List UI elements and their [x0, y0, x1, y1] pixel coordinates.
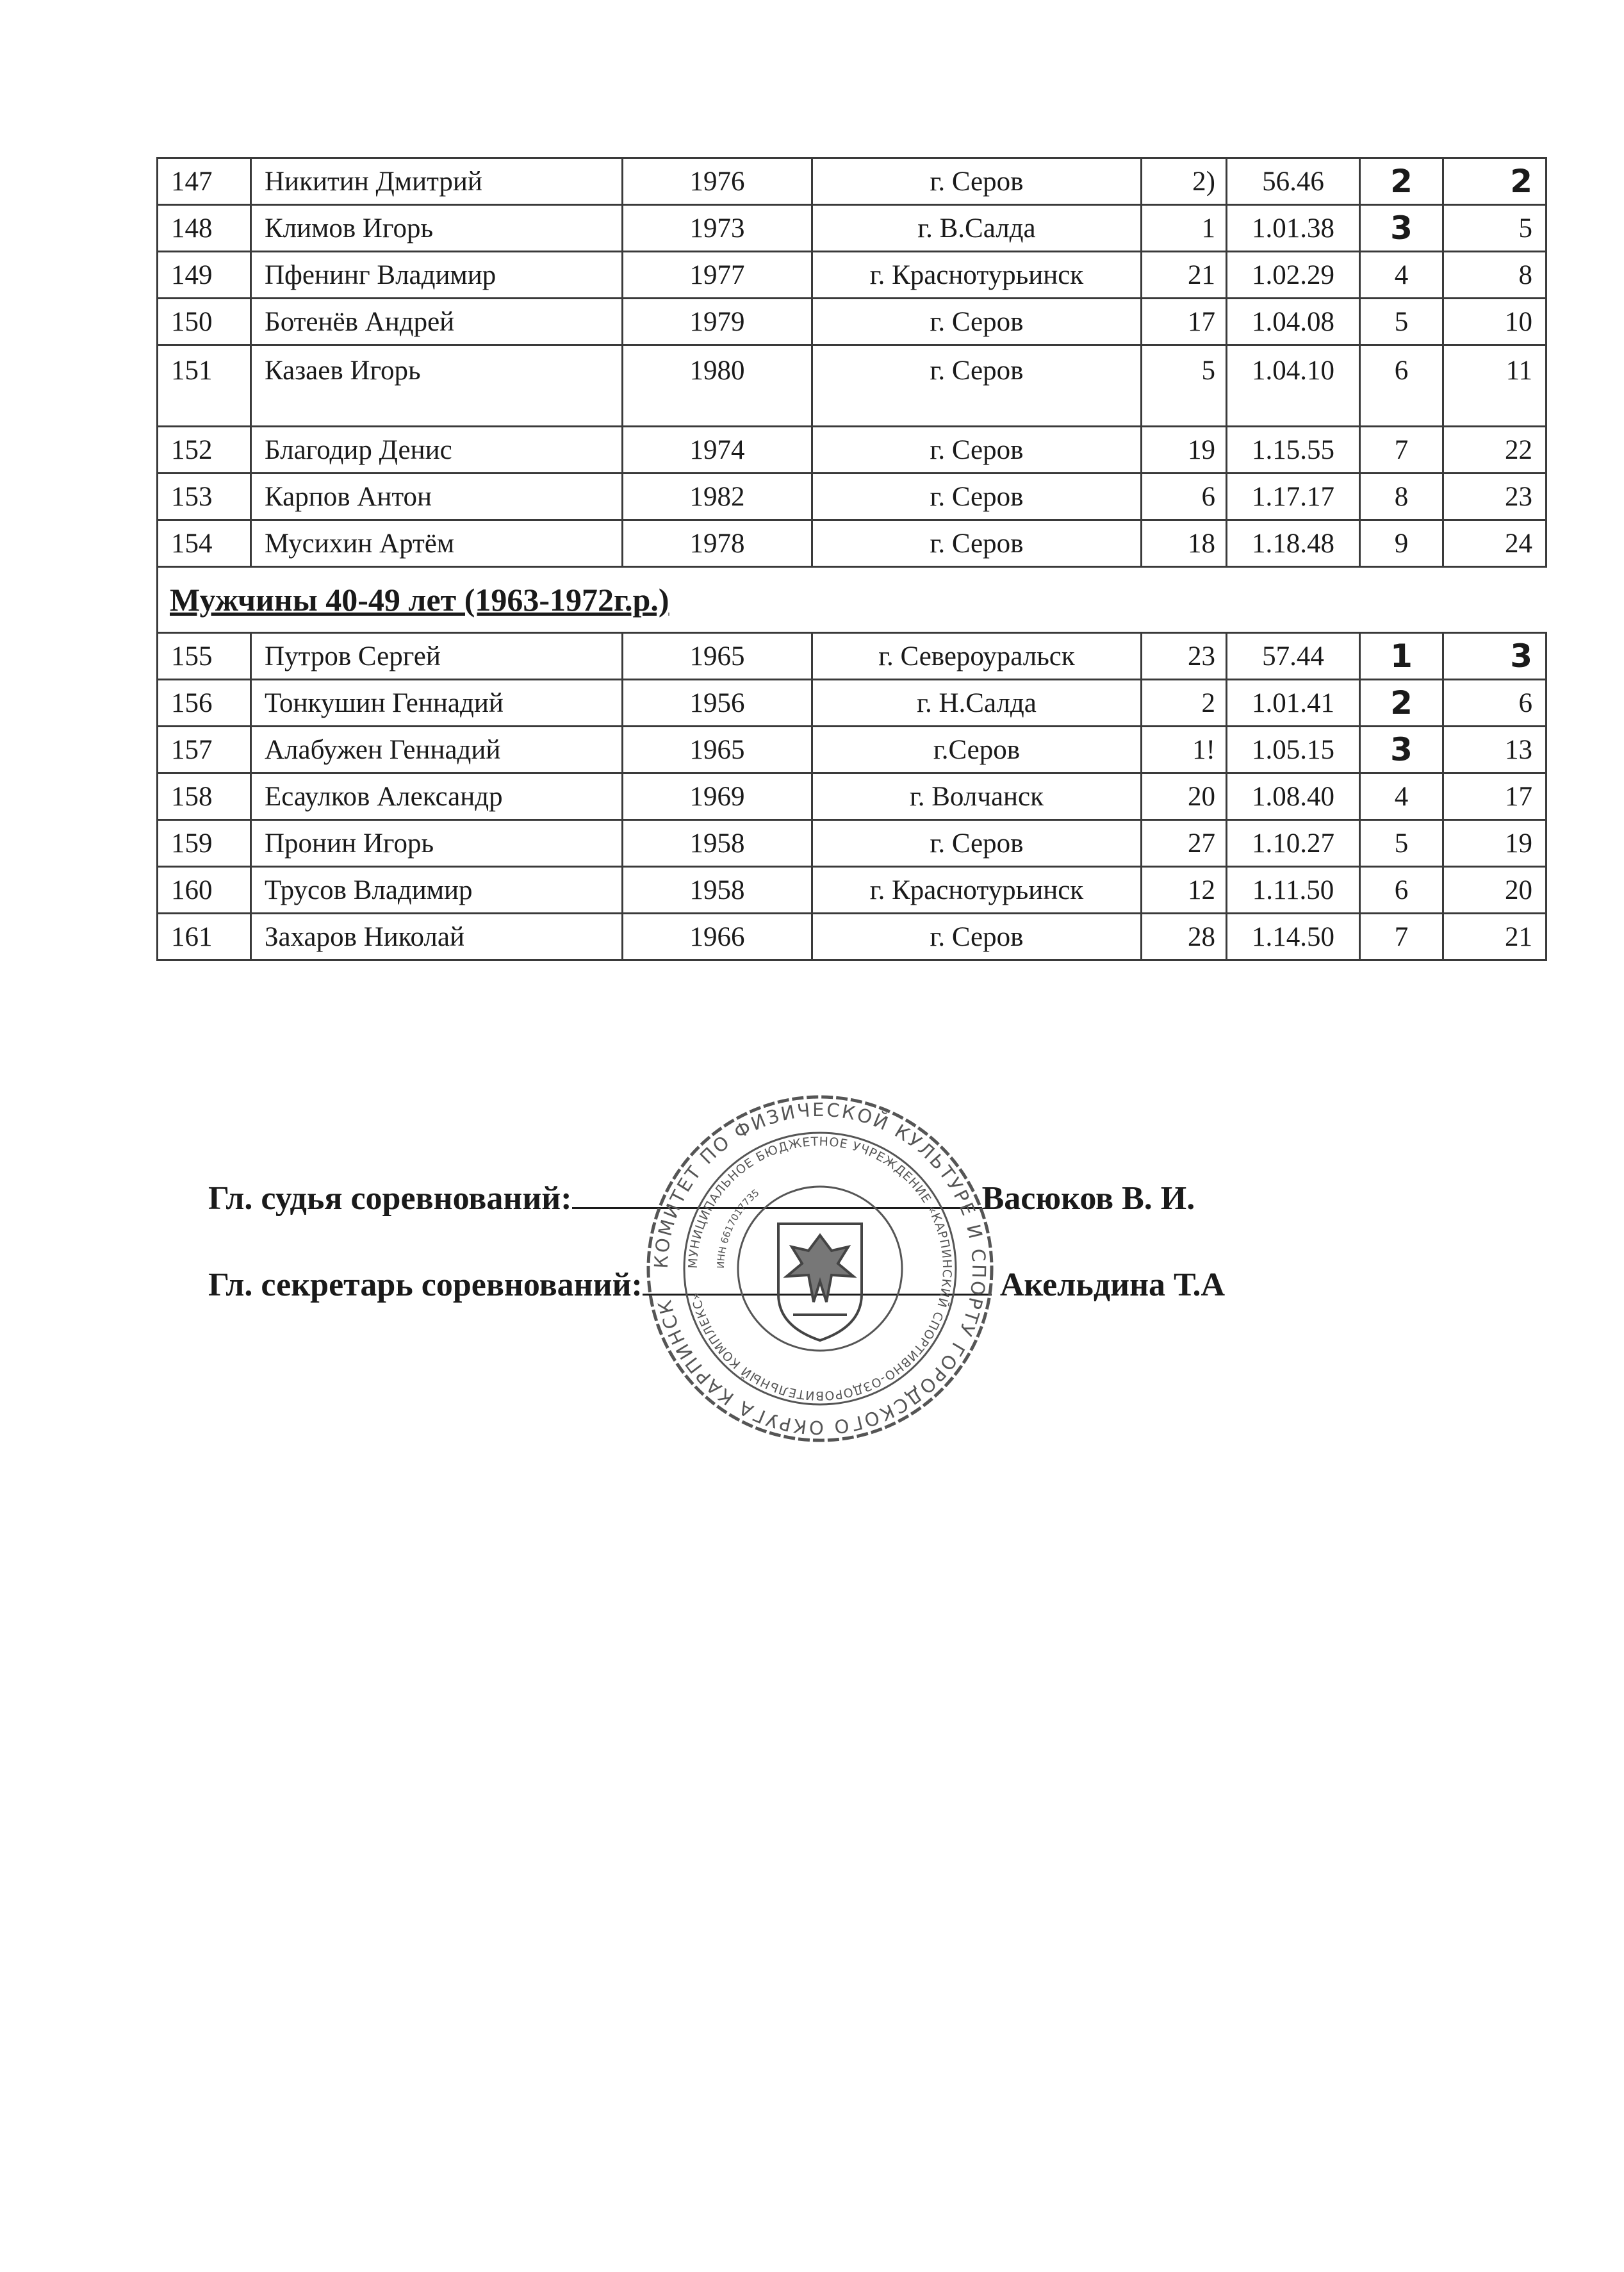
finish-time-cell: 1.04.08	[1227, 299, 1360, 345]
chief-secretary-label: Гл. секретарь соревнований:	[208, 1267, 643, 1303]
table-row	[158, 158, 1546, 205]
overall-place-cell: 6	[1443, 680, 1546, 727]
row-number-cell: 155	[158, 633, 251, 680]
table-row	[158, 345, 1546, 427]
section-header-row	[158, 567, 1546, 633]
finish-time-cell: 1.08.40	[1227, 773, 1360, 820]
row-number-cell: 147	[158, 158, 251, 205]
overall-place-cell: 8	[1443, 252, 1546, 299]
athlete-name-cell: Благодир Денис	[251, 427, 623, 473]
place-cell: 6	[1360, 867, 1443, 914]
city-cell: г. Серов	[812, 820, 1142, 867]
section-header-cell	[158, 567, 1546, 633]
chief-secretary-name: Акельдина Т.А	[999, 1267, 1226, 1303]
results-table-body-bottom	[158, 633, 1546, 960]
finish-time-cell: 56.46	[1227, 158, 1360, 205]
finish-time-cell: 1.11.50	[1227, 867, 1360, 914]
athlete-name-cell: Карпов Антон	[251, 473, 623, 520]
city-cell: г. Серов	[812, 345, 1142, 427]
birth-year-cell: 1973	[623, 205, 812, 252]
table-row	[158, 820, 1546, 867]
table-row	[158, 252, 1546, 299]
city-cell: г. Серов	[812, 914, 1142, 960]
athlete-name-cell: Трусов Владимир	[251, 867, 623, 914]
table-row	[158, 633, 1546, 680]
overall-place-cell: 21	[1443, 914, 1546, 960]
row-number-cell: 148	[158, 205, 251, 252]
bib-number-cell: 1!	[1142, 727, 1227, 773]
place-cell: 4	[1360, 252, 1443, 299]
row-number-cell: 152	[158, 427, 251, 473]
row-number-cell: 158	[158, 773, 251, 820]
athlete-name-cell: Пфенинг Владимир	[251, 252, 623, 299]
birth-year-cell: 1969	[623, 773, 812, 820]
finish-time-cell: 1.18.48	[1227, 520, 1360, 567]
bib-number-cell: 2	[1142, 680, 1227, 727]
birth-year-cell: 1956	[623, 680, 812, 727]
birth-year-cell: 1966	[623, 914, 812, 960]
bib-number-cell: 5	[1142, 345, 1227, 427]
bib-number-cell: 28	[1142, 914, 1227, 960]
place-cell: 5	[1360, 299, 1443, 345]
finish-time-cell: 1.04.10	[1227, 345, 1360, 427]
bib-number-cell: 2)	[1142, 158, 1227, 205]
city-cell: г. Волчанск	[812, 773, 1142, 820]
bib-number-cell: 17	[1142, 299, 1227, 345]
table-row	[158, 520, 1546, 567]
birth-year-cell: 1978	[623, 520, 812, 567]
athlete-name-cell: Казаев Игорь	[251, 345, 623, 427]
stamp-inner-text: МУНИЦИПАЛЬНОЕ БЮДЖЕТНОЕ УЧРЕЖДЕНИЕ «КАРПИНСКИЙ СПОРТИВНО-ОЗДОРОВИТЕЛЬНЫЙ КОМПЛЕКС»	[685, 1134, 955, 1403]
row-number-cell: 150	[158, 299, 251, 345]
section-title: Мужчины 40-49 лет (1963-1972г.р.)	[170, 582, 669, 618]
overall-place-cell: 5	[1443, 205, 1546, 252]
row-number-cell: 153	[158, 473, 251, 520]
row-number-cell: 151	[158, 345, 251, 427]
athlete-name-cell: Климов Игорь	[251, 205, 623, 252]
overall-place-cell: 19	[1443, 820, 1546, 867]
coat-of-arms-emblem	[778, 1224, 862, 1340]
overall-place-cell: 23	[1443, 473, 1546, 520]
overall-place-cell: 24	[1443, 520, 1546, 567]
table-row	[158, 473, 1546, 520]
table-row	[158, 867, 1546, 914]
place-cell: 7	[1360, 914, 1443, 960]
city-cell: г. Серов	[812, 158, 1142, 205]
bib-number-cell: 27	[1142, 820, 1227, 867]
chief-judge-name: Васюков В. И.	[981, 1180, 1195, 1217]
place-cell: 4	[1360, 773, 1443, 820]
athlete-name-cell: Пронин Игорь	[251, 820, 623, 867]
overall-place-cell: 2	[1443, 158, 1546, 205]
row-number-cell: 157	[158, 727, 251, 773]
place-cell: 6	[1360, 345, 1443, 427]
city-cell: г. Серов	[812, 299, 1142, 345]
city-cell: г. Краснотурьинск	[812, 252, 1142, 299]
overall-place-cell: 10	[1443, 299, 1546, 345]
official-stamp	[641, 1089, 999, 1448]
finish-time-cell: 1.10.27	[1227, 820, 1360, 867]
place-cell: 3	[1360, 727, 1443, 773]
finish-time-cell: 1.02.29	[1227, 252, 1360, 299]
section-header-group	[158, 567, 1546, 633]
athlete-name-cell: Захаров Николай	[251, 914, 623, 960]
bib-number-cell: 23	[1142, 633, 1227, 680]
birth-year-cell: 1965	[623, 633, 812, 680]
city-cell: г. Краснотурьинск	[812, 867, 1142, 914]
birth-year-cell: 1979	[623, 299, 812, 345]
place-cell: 9	[1360, 520, 1443, 567]
table-row	[158, 205, 1546, 252]
table-row	[158, 299, 1546, 345]
bib-number-cell: 1	[1142, 205, 1227, 252]
table-row	[158, 773, 1546, 820]
overall-place-cell: 3	[1443, 633, 1546, 680]
bib-number-cell: 21	[1142, 252, 1227, 299]
place-cell: 1	[1360, 633, 1443, 680]
bib-number-cell: 6	[1142, 473, 1227, 520]
finish-time-cell: 1.01.41	[1227, 680, 1360, 727]
birth-year-cell: 1976	[623, 158, 812, 205]
city-cell: г.Серов	[812, 727, 1142, 773]
table-row	[158, 914, 1546, 960]
athlete-name-cell: Никитин Дмитрий	[251, 158, 623, 205]
finish-time-cell: 1.17.17	[1227, 473, 1360, 520]
overall-place-cell: 20	[1443, 867, 1546, 914]
chief-judge-label: Гл. судья соревнований:	[208, 1180, 572, 1217]
table-row	[158, 727, 1546, 773]
athlete-name-cell: Тонкушин Геннадий	[251, 680, 623, 727]
finish-time-cell: 1.14.50	[1227, 914, 1360, 960]
finish-time-cell: 1.15.55	[1227, 427, 1360, 473]
city-cell: г. Серов	[812, 520, 1142, 567]
stamp-inn-text: ИНН 6617017735	[714, 1187, 762, 1269]
finish-time-cell: 57.44	[1227, 633, 1360, 680]
athlete-name-cell: Ботенёв Андрей	[251, 299, 623, 345]
place-cell: 3	[1360, 205, 1443, 252]
birth-year-cell: 1965	[623, 727, 812, 773]
place-cell: 8	[1360, 473, 1443, 520]
city-cell: г. Серов	[812, 427, 1142, 473]
finish-time-cell: 1.01.38	[1227, 205, 1360, 252]
birth-year-cell: 1958	[623, 820, 812, 867]
place-cell: 7	[1360, 427, 1443, 473]
city-cell: г. Североуральск	[812, 633, 1142, 680]
athlete-name-cell: Алабужен Геннадий	[251, 727, 623, 773]
city-cell: г. Н.Салда	[812, 680, 1142, 727]
bib-number-cell: 20	[1142, 773, 1227, 820]
birth-year-cell: 1974	[623, 427, 812, 473]
bib-number-cell: 12	[1142, 867, 1227, 914]
row-number-cell: 159	[158, 820, 251, 867]
overall-place-cell: 13	[1443, 727, 1546, 773]
finish-time-cell: 1.05.15	[1227, 727, 1360, 773]
row-number-cell: 161	[158, 914, 251, 960]
birth-year-cell: 1980	[623, 345, 812, 427]
overall-place-cell: 22	[1443, 427, 1546, 473]
results-table-body-top	[158, 158, 1546, 567]
row-number-cell: 156	[158, 680, 251, 727]
bib-number-cell: 18	[1142, 520, 1227, 567]
birth-year-cell: 1958	[623, 867, 812, 914]
place-cell: 5	[1360, 820, 1443, 867]
overall-place-cell: 17	[1443, 773, 1546, 820]
athlete-name-cell: Есаулков Александр	[251, 773, 623, 820]
overall-place-cell: 11	[1443, 345, 1546, 427]
row-number-cell: 160	[158, 867, 251, 914]
bib-number-cell: 19	[1142, 427, 1227, 473]
city-cell: г. В.Салда	[812, 205, 1142, 252]
athlete-name-cell: Путров Сергей	[251, 633, 623, 680]
table-row	[158, 427, 1546, 473]
birth-year-cell: 1982	[623, 473, 812, 520]
place-cell: 2	[1360, 158, 1443, 205]
results-table	[156, 157, 1547, 961]
city-cell: г. Серов	[812, 473, 1142, 520]
place-cell: 2	[1360, 680, 1443, 727]
table-row	[158, 680, 1546, 727]
row-number-cell: 154	[158, 520, 251, 567]
birth-year-cell: 1977	[623, 252, 812, 299]
athlete-name-cell: Мусихин Артём	[251, 520, 623, 567]
stamp-outer-text: КОМИТЕТ ПО ФИЗИЧЕСКОЙ КУЛЬТУРЕ И СПОРТУ ГОРОДСКОГО ОКРУГА КАРПИНСК	[650, 1098, 990, 1439]
row-number-cell: 149	[158, 252, 251, 299]
